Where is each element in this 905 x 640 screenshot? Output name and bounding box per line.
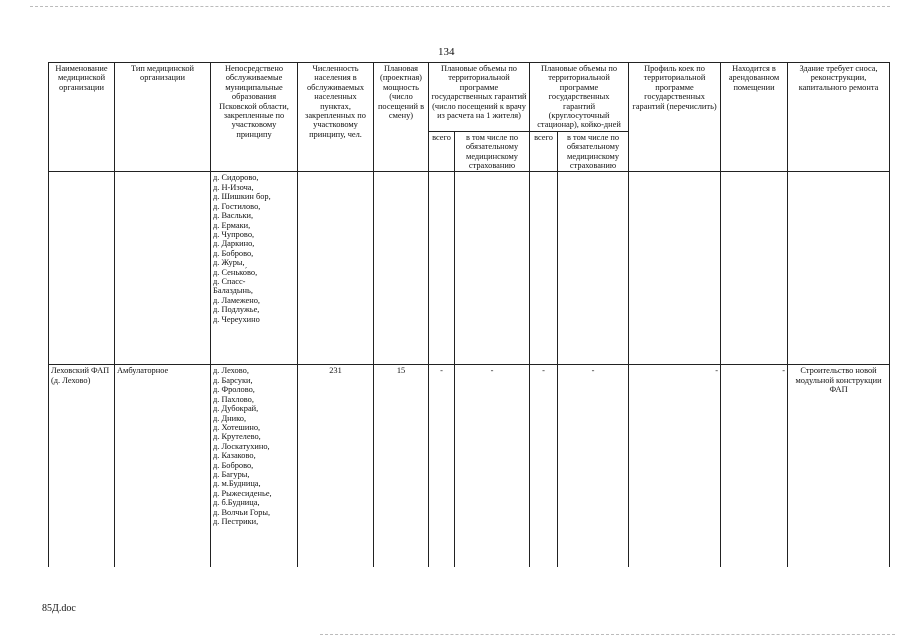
locality-item: д. Казаково,	[213, 451, 256, 461]
locality-item: д. Волчьи Горы,	[213, 507, 271, 517]
header-outpatient-volume: Плановые объемы по территориальной программе государственных гарантий (число посещений к врачу из расчета на 1 жителя)	[429, 63, 530, 132]
cell-org-type	[115, 172, 211, 365]
locality-item: д. Подлужье,	[213, 305, 260, 315]
locality-item: д. Ламежено,	[213, 295, 261, 305]
cell-localities	[211, 172, 298, 365]
locality-item: д. Пахлово,	[213, 394, 254, 404]
cell-in-total: -	[530, 365, 558, 568]
cell-rented: -	[721, 365, 788, 568]
locality-item: д. Лехово,	[213, 366, 249, 376]
cell-out-total	[429, 172, 455, 365]
locality-item: д. Багуры,	[213, 469, 250, 479]
cell-in-total	[530, 172, 558, 365]
locality-item: Балаздынь,	[213, 286, 253, 296]
locality-item: д. Н-Изоча,	[213, 182, 254, 192]
locality-item: д. м.Будница,	[213, 479, 261, 489]
cell-beds-profile	[629, 172, 721, 365]
locality-item: д. Дубокрай,	[213, 404, 259, 414]
cell-org-type: Амбулаторное	[115, 365, 211, 568]
locality-item: д. Даркино,	[213, 239, 255, 249]
cell-capacity: 15	[374, 365, 429, 568]
cell-out-oms	[455, 172, 530, 365]
cell-rented	[721, 172, 788, 365]
locality-item: д. Гостилово,	[213, 201, 261, 211]
cell-org-name: Леховский ФАП (д. Лехово)	[49, 365, 115, 568]
scan-edge-bottom	[320, 634, 895, 635]
header-rented: Находится в арендованном помещении	[721, 63, 788, 172]
subheader-in-oms: в том числе по обязательному медицинскому страхованию	[558, 131, 629, 172]
locality-item: д. Рыжесиденье,	[213, 488, 272, 498]
header-org-name: Наименование медицинской организации	[49, 63, 115, 172]
locality-item: д. Хотешино,	[213, 422, 261, 432]
header-capacity: Плановая (проектная) мощность (число посещений в смену)	[374, 63, 429, 172]
table-row	[49, 365, 890, 568]
footer-filename: 85Д.doc	[42, 603, 76, 614]
locality-item: д. Ермаки,	[213, 220, 251, 230]
cell-population	[298, 172, 374, 365]
cell-capacity	[374, 172, 429, 365]
locality-item: д. Журы,	[213, 258, 245, 268]
cell-building	[788, 172, 890, 365]
registry-table	[48, 62, 890, 567]
locality-item: д. Сенько́во,	[213, 267, 258, 277]
cell-in-oms	[558, 172, 629, 365]
locality-item: д. Васльки,	[213, 211, 254, 221]
scan-edge-top	[30, 6, 890, 7]
locality-item: д. Барсуки,	[213, 375, 253, 385]
locality-item: д. Боброво,	[213, 460, 254, 470]
cell-out-oms: -	[455, 365, 530, 568]
locality-item: д. Боброво,	[213, 248, 254, 258]
header-population: Численность населения в обслуживаемых населенных пунктах, закрепленных по участковому принципу, чел.	[298, 63, 374, 172]
cell-org-name	[49, 172, 115, 365]
locality-item: д. Днико,	[213, 413, 247, 423]
locality-item: д. б.Будница,	[213, 498, 260, 508]
locality-item: д. Чупрово,	[213, 229, 255, 239]
cell-in-oms: -	[558, 365, 629, 568]
header-building: Здание требует сноса, реконструкции, капитального ремонта	[788, 63, 890, 172]
locality-item: д. Крутелево,	[213, 432, 261, 442]
page-number: 134	[438, 46, 455, 58]
header-beds-profile: Профиль коек по территориальной программе государственных гарантий (перечислить)	[629, 63, 721, 172]
locality-item: д. Пестрики,	[213, 516, 259, 526]
locality-item: д. Череухино	[213, 314, 260, 324]
header-municipal: Непосредствено обслуживаемые муниципальные образования Псковской области, закрепленные по участковому принципу	[211, 63, 298, 172]
cell-localities	[211, 365, 298, 568]
locality-item: д. Лоскатухино,	[213, 441, 270, 451]
cell-beds-profile: -	[629, 365, 721, 568]
locality-item: д. Фролово,	[213, 385, 255, 395]
subheader-in-total: всего	[530, 131, 558, 172]
cell-out-total: -	[429, 365, 455, 568]
cell-building: Строительство новой модульной конструкции ФАП	[788, 365, 890, 568]
header-inpatient-volume: Плановые объемы по территориальной программе государственных гарантий (круглосуточный стационар), койко-дней	[530, 63, 629, 132]
cell-population: 231	[298, 365, 374, 568]
header-org-type: Тип медицинской организации	[115, 63, 211, 172]
subheader-out-oms: в том числе по обязательному медицинскому страхованию	[455, 131, 530, 172]
locality-item: д. Шишкин бор,	[213, 192, 271, 202]
header-row	[49, 63, 890, 132]
table-row	[49, 172, 890, 365]
locality-item: д. Сидорово,	[213, 173, 259, 183]
subheader-out-total: всего	[429, 131, 455, 172]
locality-item: д. Спасс-	[213, 276, 246, 286]
